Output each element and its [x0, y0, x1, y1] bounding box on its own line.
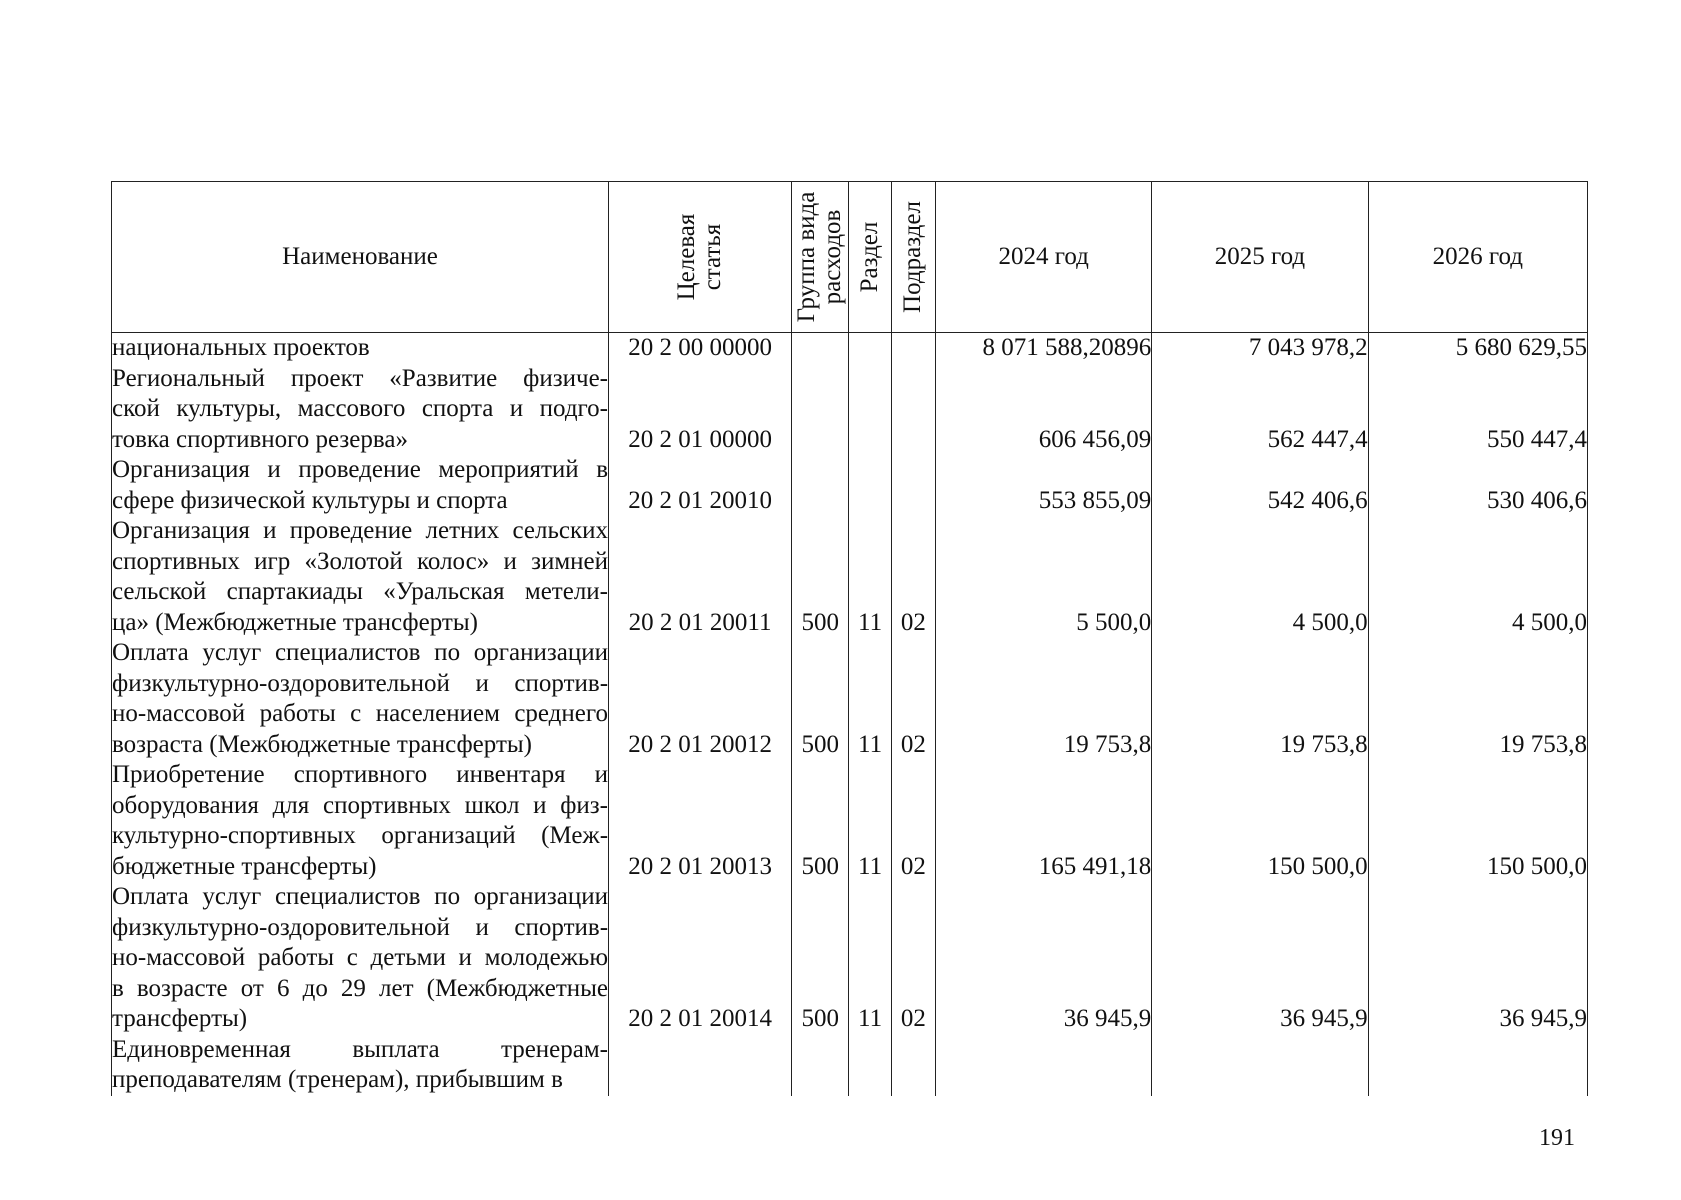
row-subsection	[891, 364, 935, 456]
row-amount-2024: 553 855,09	[935, 455, 1151, 516]
row-section	[849, 364, 891, 456]
row-subsection	[891, 333, 935, 364]
row-name-line: возраста (Межбюджетные трансферты)	[112, 730, 532, 758]
row-expense-group	[792, 333, 849, 364]
row-name-line: Организация и проведение летних сельских	[112, 517, 609, 544]
row-expense-group	[792, 1035, 849, 1096]
row-subsection: 02	[891, 638, 935, 760]
row-amount-2025	[1152, 1035, 1368, 1096]
header-section	[849, 182, 891, 333]
row-target-article	[609, 1035, 792, 1096]
row-name-line: Приобретение спортивного инвентаря и	[112, 761, 609, 788]
row-amount-2024: 5 500,0	[935, 516, 1151, 638]
header-target-article-line-2: статья	[699, 223, 727, 291]
table-row	[112, 333, 1588, 364]
page-number: 191	[1539, 1125, 1575, 1151]
row-name	[112, 1035, 609, 1096]
row-amount-2024	[935, 1035, 1151, 1096]
table-row	[112, 760, 1588, 882]
row-amount-2026: 36 945,9	[1368, 882, 1587, 1035]
row-name-line: Оплата услуг специалистов по организации	[112, 639, 609, 666]
row-name-line: в возрасте от 6 до 29 лет (Межбюджетные	[112, 974, 609, 1002]
row-name	[112, 333, 609, 364]
budget-table	[111, 181, 1588, 1096]
table-row	[112, 516, 1588, 638]
row-amount-2024: 165 491,18	[935, 760, 1151, 882]
row-amount-2026: 150 500,0	[1368, 760, 1587, 882]
row-expense-group	[792, 455, 849, 516]
row-subsection	[891, 455, 935, 516]
row-section: 11	[849, 638, 891, 760]
row-expense-group: 500	[792, 760, 849, 882]
table-row	[112, 1035, 1588, 1096]
row-amount-2025: 150 500,0	[1152, 760, 1368, 882]
row-amount-2026: 530 406,6	[1368, 455, 1587, 516]
row-amount-2024: 606 456,09	[935, 364, 1151, 456]
header-target-article-line-1: Целевая	[673, 213, 701, 301]
row-name	[112, 455, 609, 516]
row-section	[849, 455, 891, 516]
header-section-label: Раздел	[856, 221, 884, 293]
row-name-line: национальных проектов	[112, 334, 370, 361]
row-name-line: Региональный проект «Развитие физиче-	[112, 364, 609, 392]
row-target-article: 20 2 01 20012	[609, 638, 792, 760]
table-body	[112, 333, 1588, 1096]
row-name-line: физкультурно-оздоровительной и спортив-	[112, 669, 609, 697]
header-subsection-label: Подраздел	[899, 201, 927, 313]
row-amount-2024: 8 071 588,20896	[935, 333, 1151, 364]
header-year-2024: 2024 год	[935, 182, 1151, 333]
row-amount-2025: 19 753,8	[1152, 638, 1368, 760]
header-year-2026: 2026 год	[1368, 182, 1587, 333]
row-name-line: физкультурно-оздоровительной и спортив-	[112, 913, 609, 941]
row-amount-2024: 19 753,8	[935, 638, 1151, 760]
row-name	[112, 638, 609, 760]
header-name: Наименование	[112, 182, 609, 333]
row-section: 11	[849, 760, 891, 882]
row-name-line: преподавателям (тренерам), прибывшим в	[112, 1066, 563, 1093]
row-amount-2026: 5 680 629,55	[1368, 333, 1587, 364]
row-amount-2025: 4 500,0	[1152, 516, 1368, 638]
row-amount-2026: 550 447,4	[1368, 364, 1587, 456]
table-row	[112, 364, 1588, 456]
header-target-article	[609, 182, 792, 333]
row-subsection: 02	[891, 760, 935, 882]
row-name-line: бюджетные трансферты)	[112, 852, 377, 880]
header-year-2025: 2025 год	[1152, 182, 1368, 333]
row-name-line: сфере физической культуры и спорта	[112, 486, 508, 514]
row-name-line: но-массовой работы с населением среднего	[112, 700, 609, 727]
row-name-line: Единовременная выплата тренерам-	[112, 1035, 609, 1063]
row-name-line: Оплата услуг специалистов по организации	[112, 883, 609, 910]
row-subsection	[891, 1035, 935, 1096]
row-amount-2025: 36 945,9	[1152, 882, 1368, 1035]
row-subsection: 02	[891, 882, 935, 1035]
table-row	[112, 882, 1588, 1035]
row-amount-2026: 19 753,8	[1368, 638, 1587, 760]
row-target-article: 20 2 01 20013	[609, 760, 792, 882]
row-target-article: 20 2 01 20014	[609, 882, 792, 1035]
row-expense-group: 500	[792, 638, 849, 760]
row-name-line: ца» (Межбюджетные трансферты)	[112, 608, 478, 636]
row-section: 11	[849, 516, 891, 638]
row-amount-2026	[1368, 1035, 1587, 1096]
row-name-line: товка спортивного резерва»	[112, 425, 408, 453]
row-target-article: 20 2 01 20011	[609, 516, 792, 638]
row-amount-2025: 7 043 978,2	[1152, 333, 1368, 364]
row-expense-group: 500	[792, 516, 849, 638]
row-expense-group: 500	[792, 882, 849, 1035]
row-amount-2025: 562 447,4	[1152, 364, 1368, 456]
row-target-article: 20 2 00 00000	[609, 333, 792, 364]
row-name-line: спортивных игр «Золотой колос» и зимней	[112, 547, 609, 575]
row-target-article: 20 2 01 20010	[609, 455, 792, 516]
row-subsection: 02	[891, 516, 935, 638]
header-expense-group	[792, 182, 849, 333]
table-row	[112, 638, 1588, 760]
row-name	[112, 516, 609, 638]
row-amount-2026: 4 500,0	[1368, 516, 1587, 638]
row-amount-2024: 36 945,9	[935, 882, 1151, 1035]
row-amount-2025: 542 406,6	[1152, 455, 1368, 516]
header-expense-group-line-1: Группа вида	[793, 191, 821, 323]
table-row	[112, 455, 1588, 516]
header-subsection	[891, 182, 935, 333]
row-name-line: трансферты)	[112, 1005, 248, 1032]
row-name	[112, 882, 609, 1035]
row-name-line: ской культуры, массового спорта и подго-	[112, 395, 609, 422]
row-section: 11	[849, 882, 891, 1035]
row-name-line: но-массовой работы с детьми и молодежью	[112, 944, 609, 971]
row-expense-group	[792, 364, 849, 456]
table-header-row	[112, 182, 1588, 333]
row-name-line: сельской спартакиады «Уральская метели-	[112, 578, 609, 605]
row-name-line: культурно-спортивных организаций (Меж-	[112, 822, 609, 849]
row-name-line: Организация и проведение мероприятий в	[112, 456, 609, 483]
row-name-line: оборудования для спортивных школ и физ-	[112, 791, 609, 819]
row-section	[849, 333, 891, 364]
row-target-article: 20 2 01 00000	[609, 364, 792, 456]
row-name	[112, 760, 609, 882]
row-section	[849, 1035, 891, 1096]
header-expense-group-line-2: расходов	[819, 209, 847, 305]
row-name	[112, 364, 609, 456]
